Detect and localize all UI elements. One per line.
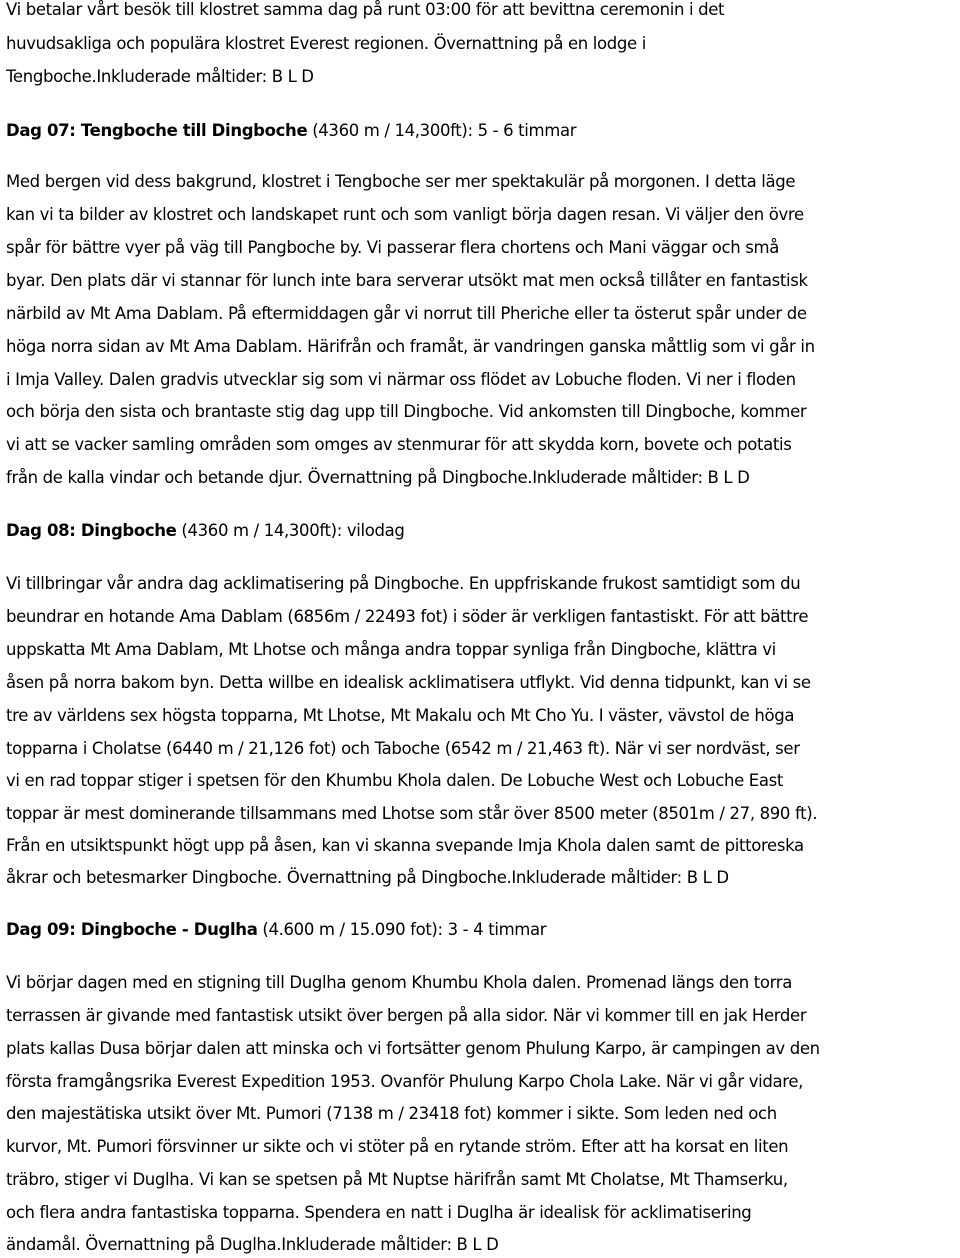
day07-line: Med bergen vid dess bakgrund, klostret i Tengboche ser mer spektakulär på morgonen. I detta läge (6, 172, 796, 191)
day08-line: beundrar en hotande Ama Dablam (6856m / 22493 fot) i söder är verkligen fantastiskt. För att bättre (6, 607, 809, 626)
day08-heading-details: (4360 m / 14,300ft): vilodag (176, 521, 405, 540)
day08-line: åsen på norra bakom byn. Detta willbe en idealisk acklimatisera utflykt. Vid denna tidpunkt, kan vi se (6, 673, 811, 692)
day07-line: från de kalla vindar och betande djur. Övernattning på Dingboche.Inkluderade måltider: B L D (6, 468, 750, 487)
day07-heading (6, 121, 576, 141)
day08-line: topparna i Cholatse (6440 m / 21,126 fot) och Taboche (6542 m / 21,463 ft). När vi ser nordväst, ser (6, 739, 800, 758)
day09-line: den majestätiska utsikt över Mt. Pumori (7138 m / 23418 fot) kommer i sikte. Som leden ned och (6, 1104, 777, 1123)
intro-line: Tengboche.Inkluderade måltider: B L D (6, 67, 314, 86)
day07-line: spår för bättre vyer på väg till Pangboche by. Vi passerar flera chortens och Mani väggar och små (6, 238, 779, 257)
day09-line: plats kallas Dusa börjar dalen att minska och vi fortsätter genom Phulung Karpo, är campingen av den (6, 1039, 820, 1058)
day08-line: åkrar och betesmarker Dingboche. Övernattning på Dingboche.Inkluderade måltider: B L D (6, 868, 729, 887)
day07-line: vi att se vacker samling områden som omges av stenmurar för att skydda korn, bovete och potatis (6, 435, 792, 454)
day08-line: tre av världens sex högsta topparna, Mt Lhotse, Mt Makalu och Mt Cho Yu. I väster, vävstol de höga (6, 706, 795, 725)
day07-line: höga norra sidan av Mt Ama Dablam. Härifrån och framåt, är vandringen ganska måttlig som vi går in (6, 337, 815, 356)
day08-line: Från en utsiktspunkt högt upp på åsen, kan vi skanna svepande Imja Khola dalen samt de pittoreska (6, 836, 804, 855)
day08-line: Vi tillbringar vår andra dag acklimatisering på Dingboche. En uppfriskande frukost samtidigt som du (6, 574, 801, 593)
day07-line: närbild av Mt Ama Dablam. På eftermiddagen går vi norrut till Pheriche eller ta österut spår under de (6, 304, 807, 323)
day08-heading-title: Dag 08: Dingboche (6, 521, 177, 540)
day09-line: och flera andra fantastiska topparna. Spendera en natt i Duglha är idealisk för acklimatisering (6, 1203, 752, 1222)
day08-line: vi en rad toppar stiger i spetsen för den Khumbu Khola dalen. De Lobuche West och Lobuche East (6, 771, 784, 790)
intro-line: huvudsakliga och populära klostret Everest regionen. Övernattning på en lodge i (6, 34, 646, 53)
day07-line: och börja den sista och brantaste stig dag upp till Dingboche. Vid ankomsten till Dingboche, kommer (6, 402, 807, 421)
day09-line: terrassen är givande med fantastisk utsikt över bergen på alla sidor. När vi kommer till en jak Herder (6, 1006, 807, 1025)
day09-line: träbro, stiger vi Duglha. Vi kan se spetsen på Mt Nuptse härifrån samt Mt Cholatse, Mt Thamserku, (6, 1170, 788, 1189)
day08-heading (6, 521, 404, 541)
day09-line: första framgångsrika Everest Expedition 1953. Ovanför Phulung Karpo Chola Lake. När vi går vidare, (6, 1072, 804, 1091)
day07-heading-title: Dag 07: Tengboche till Dingboche (6, 121, 308, 140)
day07-line: byar. Den plats där vi stannar för lunch inte bara serverar utsökt mat men också tillåter en fantastisk (6, 271, 808, 290)
day08-line: uppskatta Mt Ama Dablam, Mt Lhotse och många andra toppar synliga från Dingboche, klättra vi (6, 640, 776, 659)
day09-heading (6, 920, 546, 940)
day09-heading-details: (4.600 m / 15.090 fot): 3 - 4 timmar (257, 920, 547, 939)
day07-line: kan vi ta bilder av klostret och landskapet runt och som vanligt börja dagen resan. Vi väljer den övre (6, 205, 804, 224)
day09-line: Vi börjar dagen med en stigning till Duglha genom Khumbu Khola dalen. Promenad längs den torra (6, 973, 792, 992)
day07-heading-details: (4360 m / 14,300ft): 5 - 6 timmar (307, 121, 577, 140)
day09-line: ändamål. Övernattning på Duglha.Inkluderade måltider: B L D (6, 1235, 499, 1254)
day09-heading-title: Dag 09: Dingboche - Duglha (6, 920, 258, 939)
day09-line: kurvor, Mt. Pumori försvinner ur sikte och vi stöter på en rytande ström. Efter att ha korsat en liten (6, 1137, 789, 1156)
intro-line: Vi betalar vårt besök till klostret samma dag på runt 03:00 för att bevittna ceremonin i det (6, 0, 725, 19)
day07-line: i Imja Valley. Dalen gradvis utvecklar sig som vi närmar oss flödet av Lobuche floden. Vi ner i floden (6, 370, 796, 389)
day08-line: toppar är mest dominerande tillsammans med Lhotse som står över 8500 meter (8501m / 27, 890 ft). (6, 804, 818, 823)
